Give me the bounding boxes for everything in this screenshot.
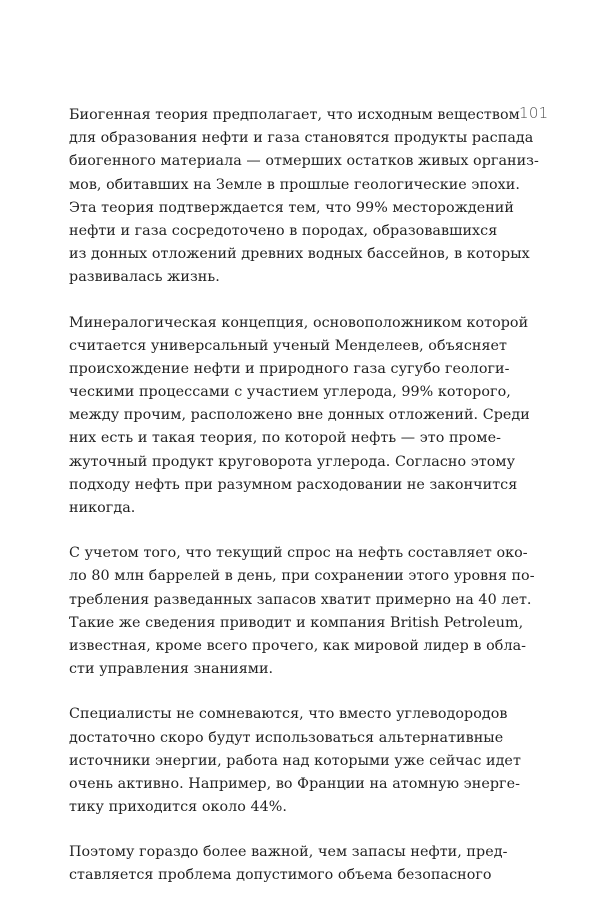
text-line: жуточный продукт круговорота углерода. Согласно этому: [69, 453, 516, 470]
text-line: С учетом того, что текущий спрос на нефть составляет око-: [69, 545, 528, 562]
text-line: достаточно скоро будут использоваться альтернативные: [69, 729, 504, 746]
text-line: Биогенная теория предполагает, что исходным веществом: [69, 107, 520, 123]
text-line: подходу нефть при разумном расходовании не закончится: [69, 476, 518, 493]
text-line: ло 80 млн баррелей в день, при сохранении этого уровня по-: [69, 568, 535, 585]
text-line: ставляется проблема допустимого объема безопасного: [69, 867, 492, 884]
text-line: тику приходится около 44%.: [69, 799, 288, 816]
text-line: из донных отложений древних водных бассейнов, в которых: [69, 246, 530, 263]
text-line: источники энергии, работа над которыми уже сейчас идет: [69, 752, 521, 769]
text-line: никогда.: [69, 500, 136, 516]
text-line: Поэтому гораздо более важной, чем запасы нефти, пред-: [69, 844, 508, 861]
paragraph-alternative-energy: [69, 703, 521, 819]
paragraph-oil-demand: [69, 542, 535, 681]
text-line: требления разведанных запасов хватит примерно на 40 лет.: [69, 591, 532, 608]
paragraph-mineralogical-concept: [69, 312, 530, 521]
text-line: мов, обитавших на Земле в прошлые геологические эпохи.: [69, 176, 520, 193]
text-line: них есть и такая теория, по которой нефть — это проме-: [69, 430, 501, 447]
text-line: очень активно. Например, во Франции на атомную энерге-: [69, 775, 520, 792]
text-line: для образования нефти и газа становятся продукты распада: [69, 130, 534, 147]
text-line: между прочим, расположено вне донных отложений. Среди: [69, 407, 530, 424]
text-line: Эта теория подтверждается тем, что 99% месторождений: [69, 199, 514, 216]
text-line: считается универсальный ученый Менделеев, объясняет: [69, 337, 508, 354]
text-line: происхождение нефти и природного газа сугубо геологи-: [69, 360, 510, 377]
text-line: биогенного материала — отмерших остатков живых организ-: [69, 153, 539, 170]
text-line: Минералогическая концепция, основоположником которой: [69, 314, 529, 331]
text-line: ческими процессами с участием углерода, 99% которого,: [69, 384, 511, 401]
text-line: сти управления знаниями.: [69, 661, 274, 678]
page-number: 101: [519, 104, 549, 122]
text-line: известная, кроме всего прочего, как мировой лидер в обла-: [69, 637, 527, 654]
text-line: Специалисты не сомневаются, что вместо углеводородов: [69, 706, 508, 723]
text-line: нефти и газа сосредоточено в породах, образовавшихся: [69, 222, 498, 239]
paragraph-safety-problem: [69, 841, 508, 887]
text-line: развивалась жизнь.: [69, 269, 220, 286]
text-line: Такие же сведения приводит и компания British Petroleum,: [69, 614, 524, 631]
